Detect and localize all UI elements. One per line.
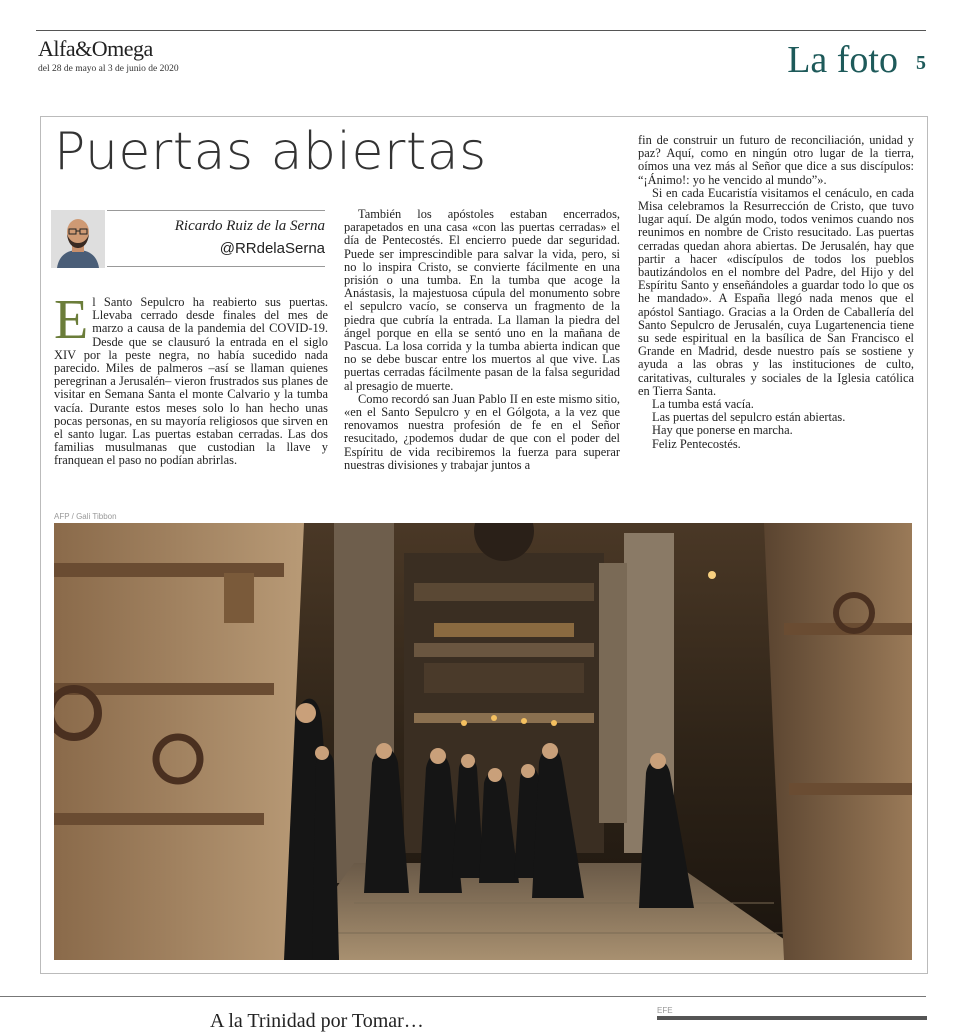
author-rule-top [107,210,325,211]
bottom-rule [0,996,926,997]
paragraph: Si en cada Eucaristía visitamos el cenáculo, en cada Misa celebramos la Resurrección de Cristo, que tuvo lugar aquí. De algún modo, todos venimos cuando nos reunimos en nombre de Cristo resucitado. Las puertas cerradas quedan ahora abiertas. De Jerusalén, hay que partir a hacer «discípulos de todos los pueblos bautizándolos en el nombre del Padre, del Hijo y del Espíritu Santo y enseñándoles a guardar todo lo que os he mandado». A España llegó nada menos que el apóstol Santiago. Gracias a la Orden de Caballería del Santo Sepulcro de Jerusalén, cuya Lugartenencia tiene su sede espiritual en la basílica de San Francisco el Grande en Madrid, desde nuestro país se sostiene y ayuda a las obras y las instituciones de culto, caritativas, culturales y sociales de la Iglesia católica en Tierra Santa. [638,185,914,398]
paragraph: l Santo Sepulcro ha reabierto sus puertas. Llevaba cerrado desde finales del mes de marzo a causa de la pandemia del COVID-19. Desde que se clausuró la entrada en el siglo XIV por la peste negra, no había sucedido nada parecido. Miles de palmeros –así se llaman quienes peregrinan a Jerusalén– vieron frustrados sus planes de visitar en Semana Santa el monte Calvario y la tumba vacía. Durante estos meses solo lo han hecho unas pocas personas, en su mayoría religiosos que sirven en el santo lugar. Las puertas estaban cerradas. Las dos familias musulmanas que custodian la llave y franquean el paso no podían abrirlas. [54,295,328,468]
author-portrait-image [51,210,105,268]
publication-logo[interactable]: Alfa&Omega [38,36,153,61]
next-article-headline: A la Trinidad por Tomar… [210,1010,424,1032]
article-photo [54,523,912,960]
issue-dateline: del 28 de mayo al 3 de junio de 2020 [38,64,179,74]
section-title: La foto [787,39,898,81]
page-header [0,0,960,100]
drop-cap: E [54,289,89,351]
author-name: Ricardo Ruiz de la Serna [174,218,325,234]
holy-sepulchre-photo [54,523,912,960]
paragraph: Como recordó san Juan Pablo II en este mismo sitio, «en el Santo Sepulcro y en el Gólgota, a la vez que renovamos nuestra profesión de fe en el Señor resucitado, ¿podemos dudar de que con el poder del Espíritu de vida recibiremos la fuerza para superar nuestras divisiones y trabajar juntos a [344,391,620,472]
author-twitter-handle[interactable]: @RRdelaSerna [219,240,325,257]
author-rule-bottom [107,266,325,267]
author-avatar [51,210,105,268]
article-column-3 [638,134,914,451]
paragraph: Feliz Pentecostés. [652,436,741,451]
paragraph: También los apóstoles estaban encerrados, parapetados en una casa «con las puertas cerradas» el día de Pentecostés. El encierro puede dar seguridad. Puede ser imprescindible para salvar la vida, pero, si no lo inspira Cristo, se convierte fácilmente en una prisión o una tumba. En la tumba que acoge la Anástasis, la majestuosa cúpula del monumento sobre el sepulcro vacío, se conserva un fragmento de la piedra que cubría la entrada. La llaman la piedra del ángel porque en ella se sentó uno en la mañana de Pascua. La losa corrida y la tumba abierta indican que no se debe buscar entre los muertos al que vive. Las puertas cerradas fácilmente pasan de la falsa seguridad al presagio de muerte. [344,207,620,393]
paragraph: fin de construir un futuro de reconciliación, unidad y paz? Aquí, como en ningún otro lugar de la tierra, oímos una vez más al Señor que dice a sus discípulos: “¡Ánimo!: yo he vencido al mundo”». [638,133,914,187]
article-column-2 [344,208,620,472]
paragraph: Hay que ponerse en marcha. [652,423,793,438]
page-number: 5 [916,52,926,74]
header-rule [36,30,926,31]
paragraph: Las puertas del sepulcro están abiertas. [652,410,846,425]
article-column-1 [54,289,328,468]
next-photo-credit: EFE [657,1006,673,1015]
photo-credit: AFP / Gali Tibbon [54,512,117,521]
next-photo-strip [657,1016,927,1020]
paragraph: La tumba está vacía. [652,397,754,412]
article-title: Puertas abiertas [54,122,487,182]
